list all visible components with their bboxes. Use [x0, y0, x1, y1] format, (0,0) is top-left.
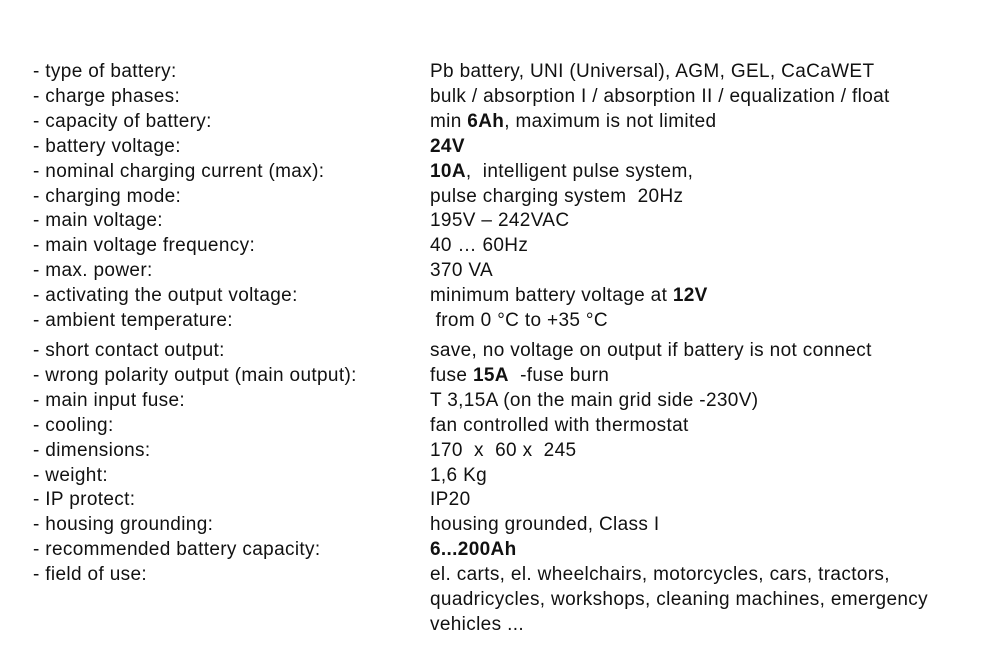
spec-value: bulk / absorption I / absorption II / equalization / float: [430, 85, 890, 107]
spec-row-nominal-charging-current: [33, 160, 993, 185]
spec-value-bold: 6Ah: [467, 110, 505, 132]
spec-label: - battery voltage:: [33, 135, 181, 157]
spec-value: Pb battery, UNI (Universal), AGM, GEL, CaCaWET: [430, 61, 875, 82]
spec-value-post: , intelligent pulse system,: [465, 160, 694, 182]
spec-row-activating-output-voltage: [33, 284, 993, 309]
spec-row-wrong-polarity-output: [33, 364, 993, 389]
spec-label: - charging mode:: [33, 185, 182, 207]
spec-value-bold: 10A: [430, 160, 466, 182]
spec-row-type-of-battery: [33, 60, 993, 85]
spec-row-charging-mode: [33, 185, 993, 210]
spec-row-short-contact-output: [33, 339, 993, 364]
spec-value: [430, 160, 993, 185]
spec-value: IP20: [430, 489, 471, 511]
spec-label: - type of battery:: [33, 61, 177, 82]
spec-row-ip-protect: [33, 488, 993, 513]
spec-label: - main input fuse:: [33, 389, 186, 411]
spec-label: - main voltage:: [33, 210, 163, 232]
spec-label: - activating the output voltage:: [33, 285, 298, 307]
spec-value-bold: 12V: [672, 285, 708, 307]
spec-row-recommended-battery-capacity: [33, 538, 993, 563]
spec-row-main-voltage: [33, 209, 993, 234]
spec-row-charge-phases: [33, 85, 993, 110]
spec-label: - ambient temperature:: [33, 310, 233, 332]
spec-value: 1,6 Kg: [430, 464, 488, 486]
spec-label: - cooling:: [33, 414, 114, 436]
spec-value: [430, 284, 993, 309]
spec-row-field-of-use: [33, 563, 993, 638]
spec-label: - charge phases:: [33, 85, 181, 107]
spec-label: - wrong polarity output (main output):: [33, 364, 357, 386]
spec-value: el. carts, el. wheelchairs, motorcycles, cars, tractors, quadricycles, workshops, cleaning machines, emergency vehicles ...: [430, 564, 929, 635]
spec-row-housing-grounding: [33, 513, 993, 538]
spec-label: - nominal charging current (max):: [33, 160, 325, 182]
spec-value: [430, 135, 993, 160]
spec-label: - main voltage frequency:: [33, 235, 256, 257]
spec-row-dimensions: [33, 439, 993, 464]
spec-row-main-voltage-frequency: [33, 234, 993, 259]
spec-value: fan controlled with thermostat: [430, 414, 689, 436]
spec-value: [430, 364, 993, 389]
spec-row-capacity-of-battery: [33, 110, 993, 135]
spec-value-bold: 6...200Ah: [430, 539, 517, 561]
spec-value: from 0 °C to +35 °C: [430, 310, 608, 332]
spec-label: - IP protect:: [33, 489, 136, 511]
spec-row-battery-voltage: [33, 135, 993, 160]
spec-value: pulse charging system 20Hz: [430, 185, 684, 207]
spec-value-bold: 24V: [430, 135, 465, 157]
spec-value: T 3,15A (on the main grid side -230V): [430, 389, 759, 411]
spec-value: 195V – 242VAC: [430, 210, 570, 232]
spec-label: - short contact output:: [33, 339, 225, 361]
spec-value: [430, 110, 993, 135]
spec-row-main-input-fuse: [33, 389, 993, 414]
spec-value: 370 VA: [430, 260, 494, 282]
spec-label: - recommended battery capacity:: [33, 539, 321, 561]
spec-value: 40 … 60Hz: [430, 235, 529, 257]
spec-label: - capacity of battery:: [33, 110, 212, 132]
spec-value: 170 x 60 x 245: [430, 439, 577, 461]
spec-row-weight: [33, 464, 993, 489]
spec-row-cooling: [33, 414, 993, 439]
spec-value-bold: 15A: [472, 364, 509, 386]
spec-label: - weight:: [33, 464, 108, 486]
spec-label: - housing grounding:: [33, 514, 214, 536]
spec-value: save, no voltage on output if battery is not connect: [430, 339, 872, 361]
spec-value-pre: minimum battery voltage at: [430, 285, 673, 307]
spec-value-pre: fuse: [430, 364, 473, 386]
spec-value-post: -fuse burn: [508, 364, 610, 386]
spec-table: [33, 60, 993, 638]
spec-value-pre: min: [430, 110, 468, 132]
spec-row-ambient-temperature: [33, 309, 993, 334]
spec-value-post: , maximum is not limited: [504, 110, 717, 132]
spec-row-max-power: [33, 259, 993, 284]
spec-label: - max. power:: [33, 260, 153, 282]
spec-value: housing grounded, Class I: [430, 514, 660, 536]
spec-label: - field of use:: [33, 564, 148, 586]
spec-label: - dimensions:: [33, 439, 151, 461]
spec-value: [430, 538, 993, 563]
